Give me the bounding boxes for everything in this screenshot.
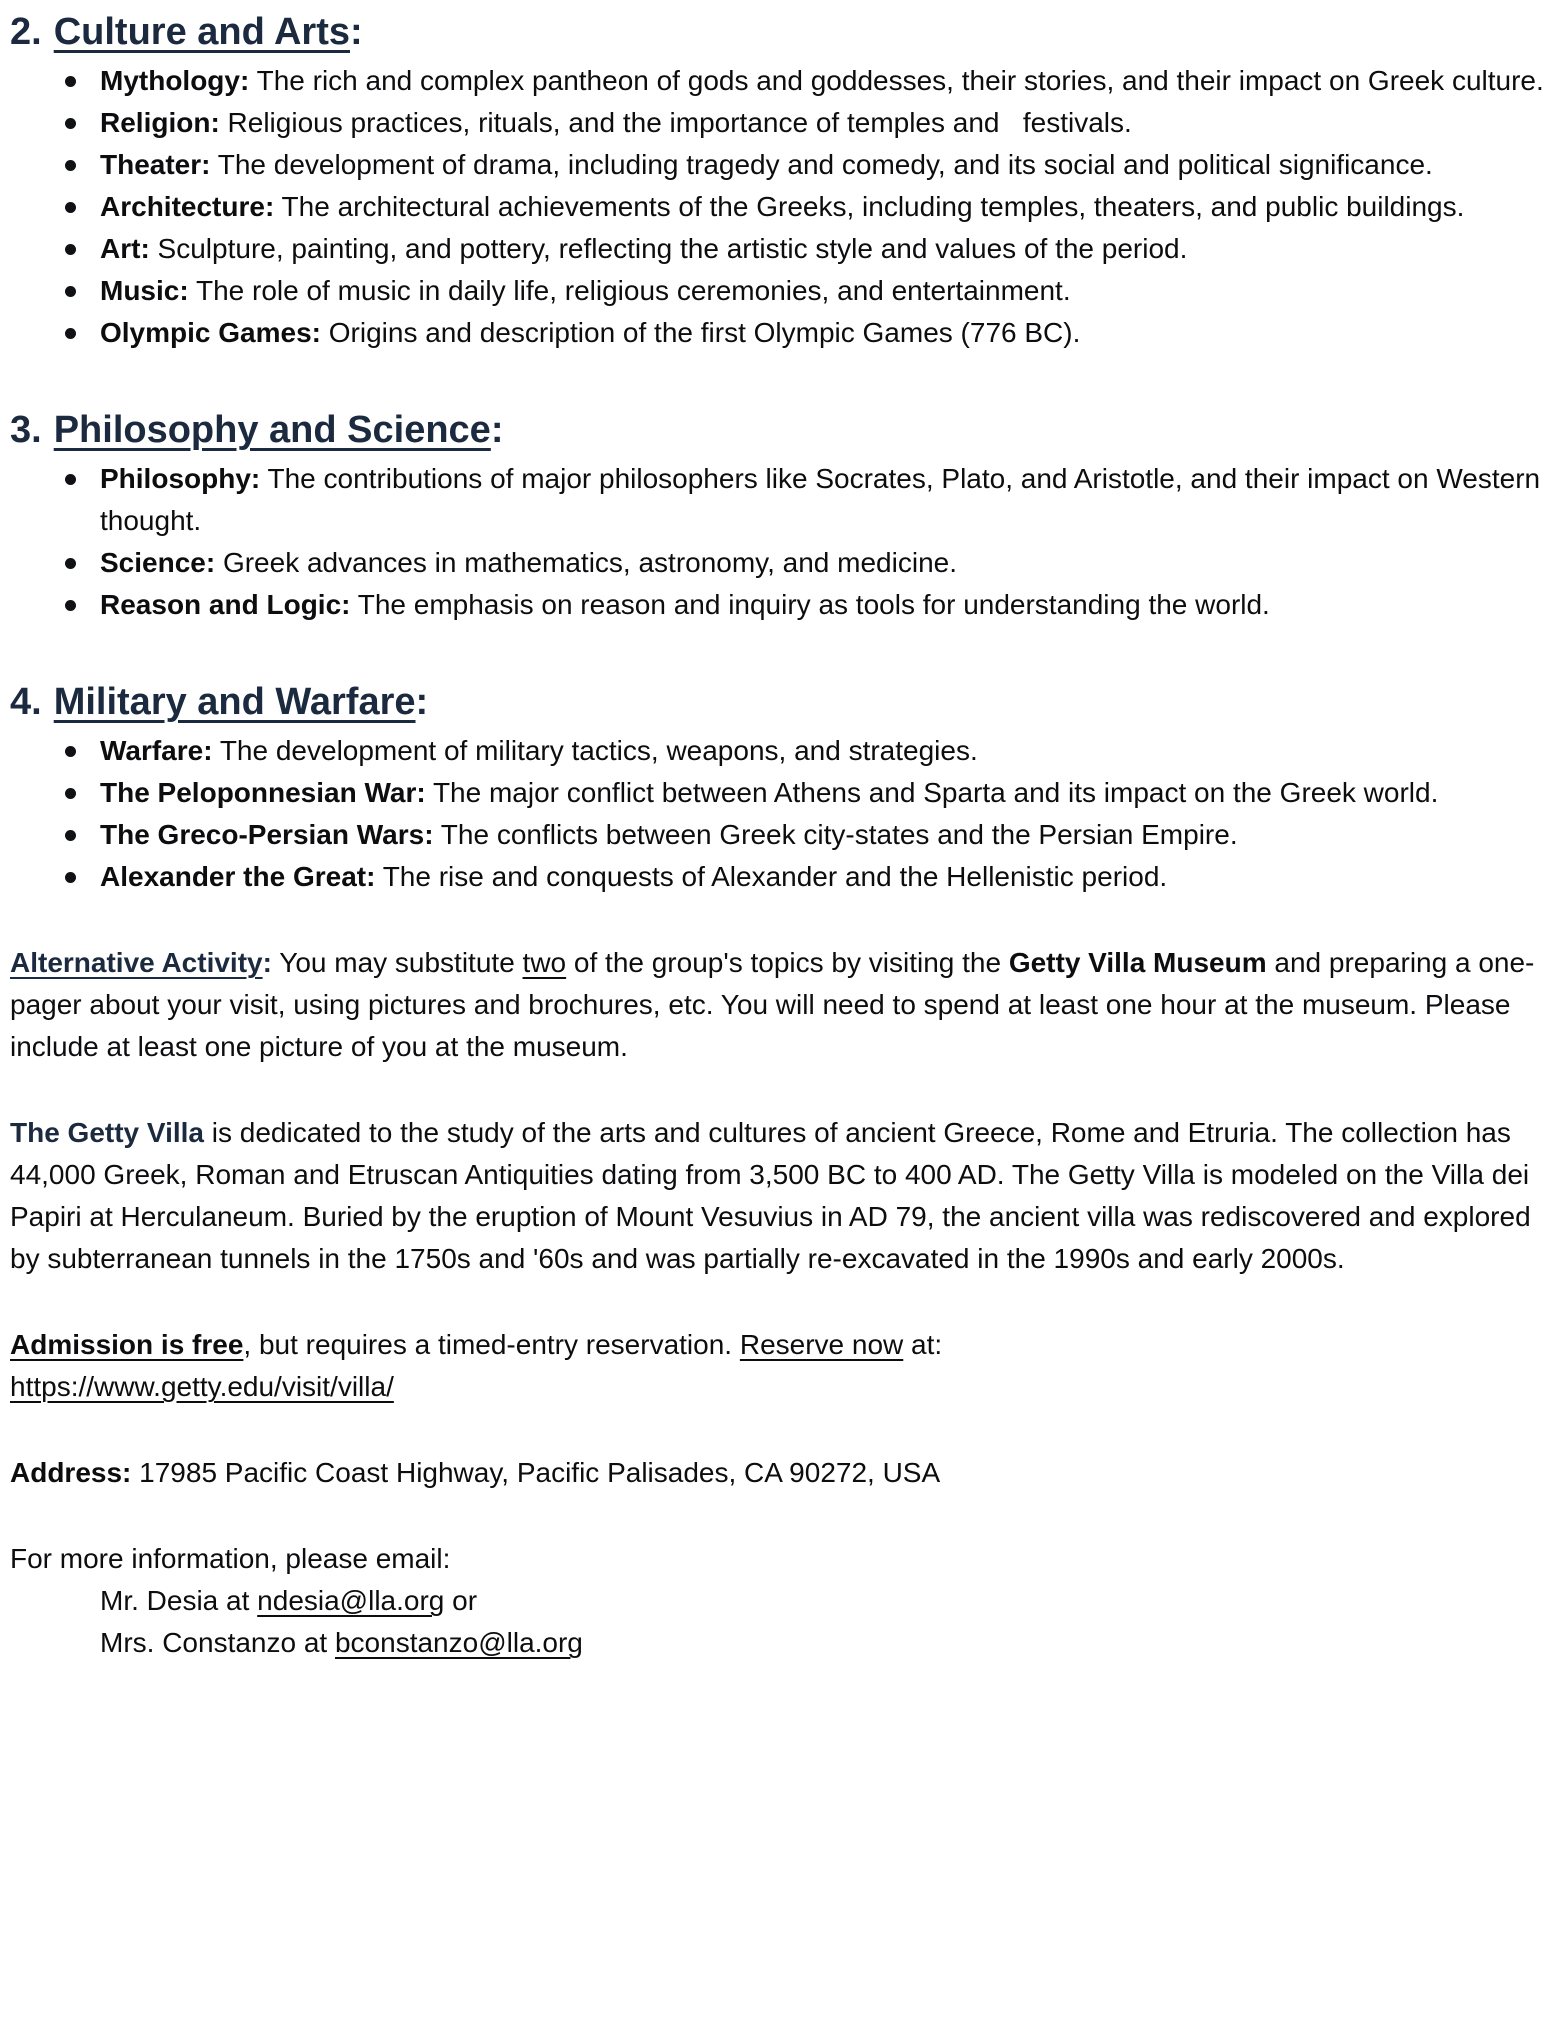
- address-label: Address:: [10, 1457, 132, 1488]
- bullet-text: The development of drama, including tragedy and comedy, and its social and political significance.: [210, 149, 1433, 180]
- list-item: [10, 144, 1546, 186]
- bullet-icon: [65, 160, 76, 171]
- getty-villa-museum-bold: Getty Villa Museum: [1008, 947, 1267, 978]
- bullet-icon: [65, 746, 76, 757]
- list-item: [10, 102, 1546, 144]
- contact-line-mrs-constanzo: [10, 1627, 583, 1658]
- section-number: 3.: [10, 409, 42, 451]
- section-title: Military and Warfare: [53, 681, 416, 723]
- bullet-icon: [65, 118, 76, 129]
- bullet-text: The role of music in daily life, religious ceremonies, and entertainment.: [188, 275, 1071, 306]
- bullet-text: The emphasis on reason and inquiry as tools for understanding the world.: [350, 589, 1270, 620]
- list-item: [10, 814, 1546, 856]
- admission-is-free-label: Admission is free: [10, 1329, 244, 1360]
- bullet-icon: [65, 872, 76, 883]
- bullet-text: The major conflict between Athens and Sparta and its impact on the Greek world.: [425, 777, 1439, 808]
- bullet-text: The rise and conquests of Alexander and the Hellenistic period.: [375, 861, 1168, 892]
- section-title: Culture and Arts: [53, 11, 350, 53]
- bullet-lead: The Peloponnesian War:: [100, 777, 426, 808]
- contact-text: or: [444, 1585, 478, 1616]
- bullet-lead: Olympic Games:: [100, 317, 321, 348]
- contact-section: [10, 1538, 1546, 1664]
- address-paragraph: [10, 1452, 1546, 1494]
- alternative-activity-paragraph: [10, 942, 1546, 1068]
- culture-and-arts-list: [10, 60, 1546, 354]
- section-number: 4.: [10, 681, 42, 723]
- bullet-text: Sculpture, painting, and pottery, reflecting the artistic style and values of the period.: [149, 233, 1188, 264]
- section-colon: :: [349, 11, 363, 53]
- paragraph-text: of the group's topics by visiting the: [566, 947, 1009, 978]
- admission-paragraph: [10, 1324, 1546, 1408]
- bullet-lead: Science:: [100, 547, 216, 578]
- bullet-icon: [65, 830, 76, 841]
- bullet-text: Religious practices, rituals, and the importance of temples and festivals.: [219, 107, 1132, 138]
- alternative-activity-label: Alternative Activity: [10, 947, 263, 978]
- bullet-text: Greek advances in mathematics, astronomy, and medicine.: [215, 547, 957, 578]
- bullet-icon: [65, 202, 76, 213]
- section-colon: :: [415, 681, 429, 723]
- bullet-icon: [65, 328, 76, 339]
- paragraph-text: and preparing a one-pager about your visit, using pictures and brochures, etc. You will need to spend at least one hour at the museum. Please include at least one picture of you at the museum.: [10, 947, 1535, 1062]
- list-item: [10, 228, 1546, 270]
- paragraph-text: , but requires a timed-entry reservation.: [243, 1329, 740, 1360]
- section-heading-culture-and-arts: [10, 8, 1546, 56]
- bullet-lead: Philosophy:: [100, 463, 261, 494]
- paragraph-text: You may substitute: [271, 947, 523, 978]
- bullet-icon: [65, 788, 76, 799]
- philosophy-and-science-list: [10, 458, 1546, 626]
- bullet-text: The development of military tactics, weapons, and strategies.: [212, 735, 978, 766]
- paragraph-text: at:: [903, 1329, 943, 1360]
- bullet-icon: [65, 286, 76, 297]
- bullet-icon: [65, 600, 76, 611]
- list-item: [10, 584, 1546, 626]
- bullet-text: The contributions of major philosophers like Socrates, Plato, and Aristotle, and their impact on Western thought.: [100, 463, 1541, 536]
- getty-villa-lead: The Getty Villa: [10, 1117, 204, 1148]
- list-item: [10, 312, 1546, 354]
- list-item: [10, 60, 1546, 102]
- alternative-activity-colon: :: [262, 947, 272, 978]
- list-item: [10, 856, 1546, 898]
- list-item: [10, 458, 1546, 542]
- bullet-icon: [65, 76, 76, 87]
- contact-line-mr-desia: [10, 1585, 477, 1616]
- bullet-lead: The Greco-Persian Wars:: [100, 819, 434, 850]
- bullet-lead: Religion:: [100, 107, 220, 138]
- bullet-icon: [65, 558, 76, 569]
- military-and-warfare-list: [10, 730, 1546, 898]
- bullet-lead: Architecture:: [100, 191, 275, 222]
- section-title: Philosophy and Science: [53, 409, 491, 451]
- bullet-text: The rich and complex pantheon of gods and goddesses, their stories, and their impact on Greek culture.: [249, 65, 1544, 96]
- bullet-lead: Mythology:: [100, 65, 250, 96]
- ndesia-email-link[interactable]: ndesia@lla.org: [257, 1585, 445, 1616]
- contact-intro: For more information, please email:: [10, 1543, 451, 1574]
- paragraph-text: is dedicated to the study of the arts and cultures of ancient Greece, Rome and Etruria. The collection has 44,000 Greek, Roman and Etruscan Antiquities dating from 3,500 BC to 400 AD. The Getty Villa is modeled on the Villa dei Papiri at Herculaneum. Buried by the eruption of Mount Vesuvius in AD 79, the ancient villa was rediscovered and explored by subterranean tunnels in the 1750s and '60s and was partially re-excavated in the 1990s and early 2000s.: [10, 1117, 1531, 1274]
- list-item: [10, 730, 1546, 772]
- bullet-text: The architectural achievements of the Greeks, including temples, theaters, and public buildings.: [274, 191, 1465, 222]
- address-value: 17985 Pacific Coast Highway, Pacific Palisades, CA 90272, USA: [131, 1457, 941, 1488]
- list-item: [10, 772, 1546, 814]
- getty-reservation-url-link[interactable]: https://www.getty.edu/visit/villa/: [10, 1371, 394, 1402]
- emphasized-two: two: [522, 947, 567, 978]
- bullet-text: Origins and description of the first Olympic Games (776 BC).: [320, 317, 1081, 348]
- bullet-lead: Theater:: [100, 149, 211, 180]
- list-item: [10, 270, 1546, 312]
- contact-text: Mr. Desia at: [100, 1585, 258, 1616]
- bullet-lead: Reason and Logic:: [100, 589, 351, 620]
- bullet-lead: Warfare:: [100, 735, 213, 766]
- section-heading-military-and-warfare: [10, 678, 1546, 726]
- bullet-icon: [65, 244, 76, 255]
- getty-villa-paragraph: [10, 1112, 1546, 1280]
- contact-text: Mrs. Constanzo at: [100, 1627, 335, 1658]
- section-colon: :: [490, 409, 504, 451]
- reserve-now-link[interactable]: Reserve now: [739, 1329, 904, 1360]
- bullet-lead: Music:: [100, 275, 189, 306]
- list-item: [10, 542, 1546, 584]
- section-number: 2.: [10, 11, 42, 53]
- bconstanzo-email-link[interactable]: bconstanzo@lla.org: [334, 1627, 583, 1658]
- bullet-text: The conflicts between Greek city-states and the Persian Empire.: [433, 819, 1238, 850]
- bullet-lead: Alexander the Great:: [100, 861, 376, 892]
- bullet-lead: Art:: [100, 233, 150, 264]
- section-heading-philosophy-and-science: [10, 406, 1546, 454]
- list-item: [10, 186, 1546, 228]
- bullet-icon: [65, 474, 76, 485]
